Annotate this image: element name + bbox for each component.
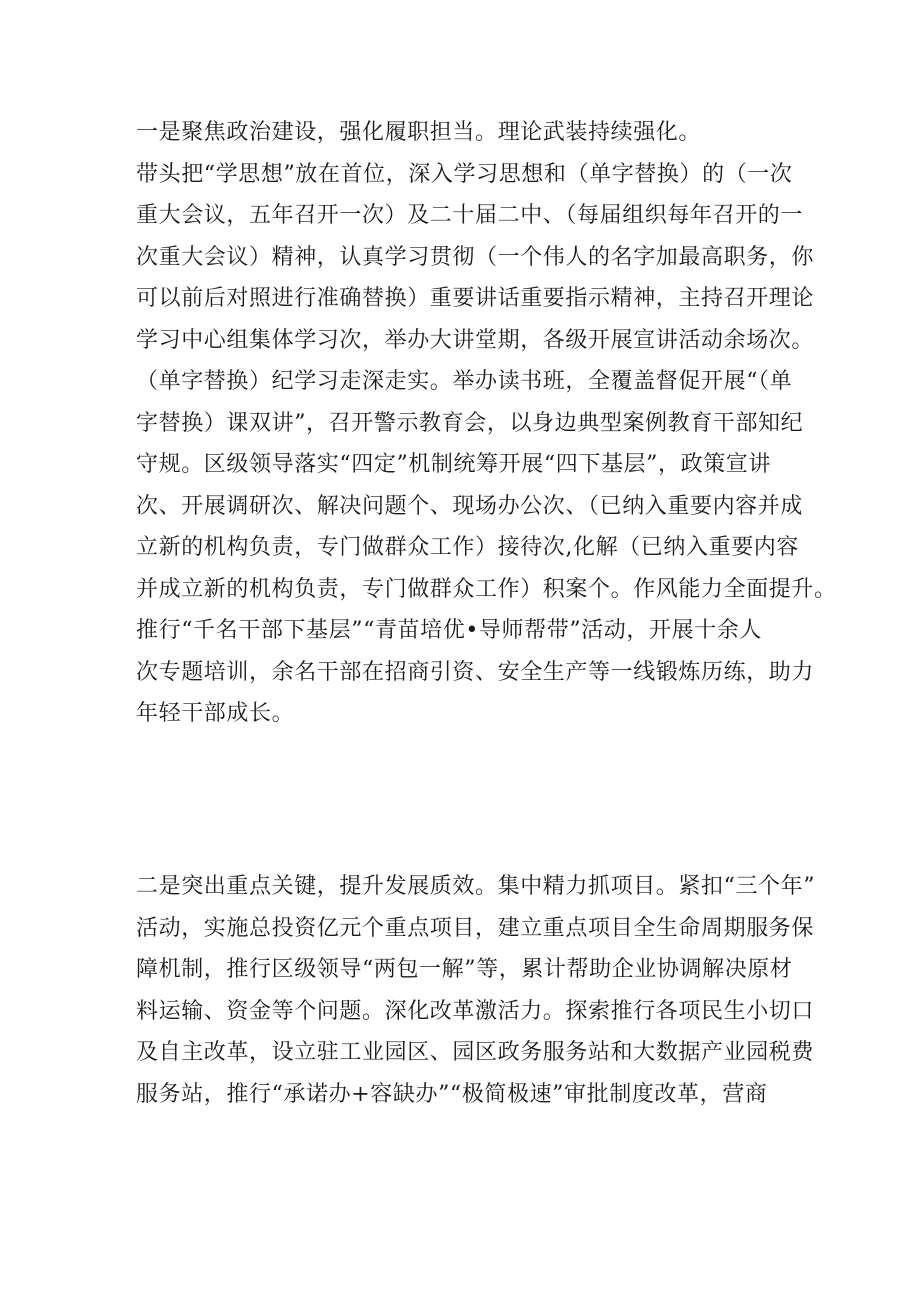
- paragraph-line: 立新的机构负责，专门做群众工作）接待次,化解（已纳入重要内容: [136, 535, 799, 560]
- paragraph-line: 次、开展调研次、解决问题个、现场办公次、（已纳入重要内容并成: [136, 493, 804, 519]
- paragraph-line: 可以前后对照进行准确替换）重要讲话重要指示精神，主持召开理论: [136, 286, 815, 311]
- paragraph-line: 及自主改革，设立驻工业园区、园区政务服务站和大数据产业园税费: [136, 1040, 815, 1065]
- paragraph-development-quality: [136, 866, 816, 1115]
- paragraph-line: 推行“千名干部下基层”“青苗培优•导师帮带”活动，开展十余人: [136, 618, 762, 643]
- paragraph-line: 次专题培训，余名干部在招商引资、安全生产等一线锻炼历练，助力: [136, 659, 815, 685]
- paragraph-line: （单字替换）纪学习走深走实。举办读书班，全覆盖督促开展“（单: [136, 369, 793, 394]
- paragraph-line: 学习中心组集体学习次，举办大讲堂期，各级开展宣讲活动余场次。: [136, 327, 815, 353]
- paragraph-line: 年轻干部成长。: [136, 701, 295, 726]
- paragraph-line: 障机制，推行区级领导“两包一解”等，累计帮助企业协调解决原材: [136, 957, 793, 982]
- paragraph-line: 守规。区级领导落实“四定”机制统筹开展“四下基层”，政策宣讲: [136, 452, 771, 477]
- paragraph-line: 一是聚焦政治建设，强化履职担当。理论武装持续强化。: [136, 120, 702, 145]
- paragraph-line: 字替换）课双讲”，召开警示教育会，以身边典型案例教育干部知纪: [136, 410, 804, 436]
- paragraph-political-building: [136, 112, 837, 735]
- paragraph-line: 次重大会议）精神，认真学习贯彻（一个伟人的名字加最高职务，你: [136, 244, 815, 270]
- paragraph-line: 二是突出重点关键，提升发展质效。集中精力抓项目。紧扣“三个年”: [136, 874, 816, 899]
- paragraph-line: 服务站，推行“承诺办+容缺办”“极简极速”审批制度改革，营商: [136, 1081, 768, 1107]
- paragraph-line: 料运输、资金等个问题。深化改革激活力。探索推行各项民生小切口: [136, 998, 815, 1024]
- paragraph-line: 活动，实施总投资亿元个重点项目，建立重点项目全生命周期服务保: [136, 915, 815, 941]
- paragraph-line: 重大会议，五年召开一次）及二十届二中、（每届组织每年召开的一: [136, 203, 804, 228]
- paragraph-line: 带头把“学思想”放在首位，深入学习思想和（单字替换）的（一次: [136, 161, 793, 187]
- paragraph-line: 并成立新的机构负责，专门做群众工作）积案个。作风能力全面提升。: [136, 576, 837, 602]
